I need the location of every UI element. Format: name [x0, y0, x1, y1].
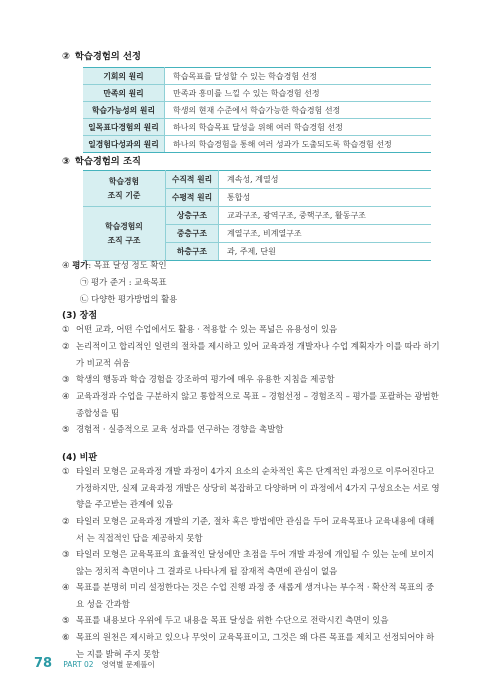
- section-selection-title: ② 학습경험의 선정: [62, 51, 141, 62]
- section-organization-title: ③ 학습경험의 조직: [62, 156, 141, 167]
- list-item: ⑤ 경험적 · 실증적으로 교육 성과를 연구하는 경향을 촉발함: [62, 424, 284, 434]
- list-item: ⑥ 목표의 원천은 제시하고 있으나 무엇이 교육목표이고, 그것은 왜 다른 목표를 제치고 선정되어야 하는 지를 밝혀 주지 못함: [62, 632, 435, 659]
- table-row: 만족의 원리 만족과 흥미를 느낄 수 있는 학습경험 선정: [83, 85, 431, 102]
- table-row: 학습가능성의 원리 학생의 현재 수준에서 학습가능한 학습경험 선정: [83, 102, 431, 119]
- table-row: 일경험다성과의 원리 하나의 학습경험을 통해 여러 성과가 도출되도록 학습경험 선정: [83, 136, 431, 153]
- part-label: PART 02: [63, 660, 94, 669]
- chapter-label: 영역별 문제풀이: [101, 660, 155, 669]
- page-footer: [34, 652, 155, 671]
- table-row: 일목표다경험의 원리 하나의 학습목표 달성을 위해 여러 학습경험 선정: [83, 119, 431, 136]
- table-row: 수평적 원리 통합성: [83, 189, 431, 207]
- list-item: ㉠ 평가 준거 : 교육목표: [80, 277, 167, 287]
- criteria-group-label: 학습경험 조직 기준: [83, 171, 166, 207]
- criticism-heading: (4) 비판: [62, 453, 98, 463]
- list-item: ⑤ 목표를 내용보다 우위에 두고 내용을 목표 달성을 위한 수단으로 전락시킨 측면이 있음: [62, 615, 389, 625]
- list-item: ③ 학생의 행동과 학습 경험을 강조하여 평가에 매우 유용한 지침을 제공함: [62, 374, 335, 384]
- list-item: ④ 교육과정과 수업을 구분하지 않고 통합적으로 목표 – 경험선정 – 경험조직 – 평가를 포괄하는 광범한 종합성을 띰: [62, 391, 439, 418]
- table-row: 학습경험의 조직 구조 상층구조 교과구조, 광역구조, 중핵구조, 활동구조: [83, 207, 431, 225]
- list-item: ④ 목표를 분명히 미리 설정한다는 것은 수업 진행 과정 중 새롭게 생겨나는 부수적 · 확산적 목표의 중요 성을 간과함: [62, 582, 435, 609]
- list-item: ㉡ 다양한 평가방법의 활용: [80, 294, 178, 304]
- evaluation-line: ④ 평가: 목표 달성 정도 확인: [62, 260, 167, 270]
- selection-principles-table: [83, 67, 431, 153]
- list-item: ② 논리적이고 합리적인 일련의 절차를 제시하고 있어 교육과정 개발자나 수업 계획자가 이를 따라 하기 가 비교적 쉬움: [62, 341, 440, 368]
- page-number: 78: [34, 656, 53, 671]
- table-row: 중층구조 계열구조, 비계열구조: [83, 225, 431, 243]
- list-item: ③ 타일러 모형은 교육목표의 효율적인 달성에만 초점을 두어 개발 과정에 개입될 수 있는 눈에 보이지 않는 정치적 측면이나 그 결과로 나타나게 될 잠재적 측면에 관심이 없음: [62, 549, 435, 576]
- table-row: 기회의 원리 학습목표를 달성할 수 있는 학습경험 선정: [83, 68, 431, 85]
- merits-heading: (3) 장점: [62, 311, 98, 321]
- list-item: ① 타일러 모형은 교육과정 개발 과정이 4가지 요소의 순차적인 혹은 단계적인 과정으로 이루어진다고 가정하지만, 실제 교육과정 개발은 상당히 복잡하고 다양하며 이 과정에서 4가지 구성요소는 서로 영 향을 주고받는 관계에 있음: [62, 466, 440, 509]
- table-row: 하층구조 과, 주제, 단원: [83, 243, 431, 261]
- table-row: 학습경험 조직 기준 수직적 원리 계속성, 계열성: [83, 171, 431, 189]
- structure-group-label: 학습경험의 조직 구조: [83, 207, 166, 261]
- organization-table: [83, 170, 431, 261]
- list-item: ① 어떤 교과, 어떤 수업에서도 활용 · 적용할 수 있는 폭넓은 유용성이 있음: [62, 324, 338, 334]
- list-item: ② 타일러 모형은 교육과정 개발의 기준, 절차 혹은 방법에만 관심을 두어 교육목표나 교육내용에 대해서 는 직접적인 답을 제공하지 못함: [62, 516, 435, 543]
